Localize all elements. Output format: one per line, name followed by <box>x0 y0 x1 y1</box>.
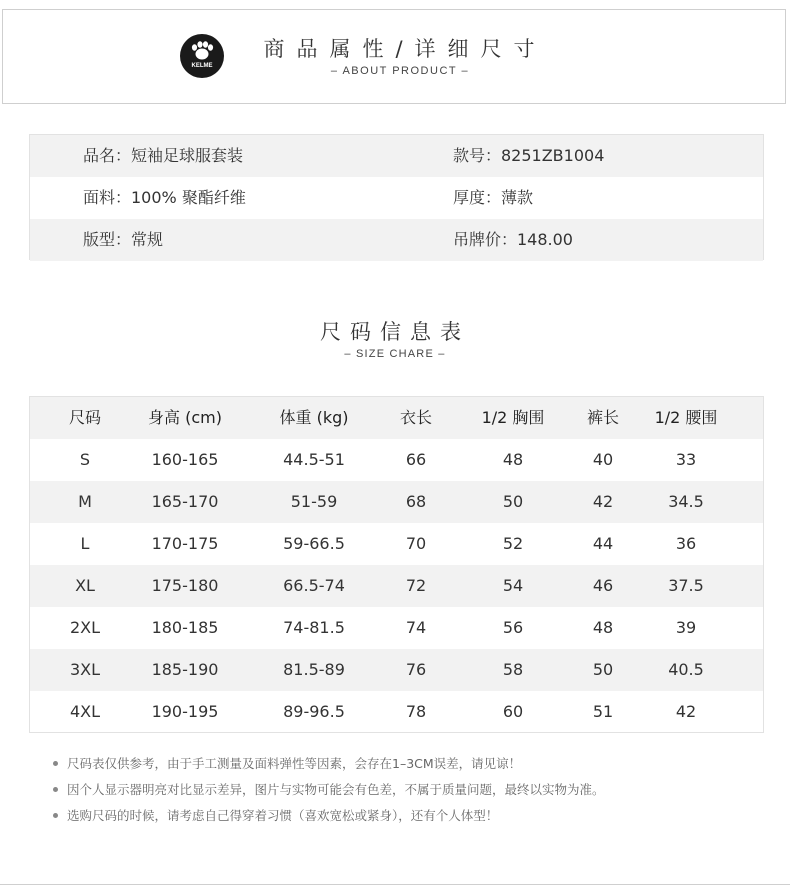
cell-pants-length: 40 <box>592 450 614 469</box>
cell-height: 165-170 <box>151 492 219 511</box>
attributes-table <box>29 134 764 260</box>
cell-weight: 81.5-89 <box>283 660 345 679</box>
table-row <box>30 565 763 607</box>
bullet-icon <box>53 787 58 792</box>
cell-pants-length: 48 <box>592 618 614 637</box>
attribute-row <box>30 219 763 261</box>
cell-half-chest: 56 <box>502 618 524 637</box>
cell-top-length: 78 <box>405 702 427 721</box>
cell-top-length: 72 <box>405 576 427 595</box>
cell-pants-length: 50 <box>592 660 614 679</box>
bottom-divider <box>0 884 790 885</box>
note-text: 尺码表仅供参考，由于手工测量及面料弹性等因素，会存在1–3CM误差，请见谅！ <box>67 756 522 771</box>
cell-weight: 44.5-51 <box>283 450 345 469</box>
cell-half-chest: 54 <box>502 576 524 595</box>
cell-top-length: 68 <box>405 492 427 511</box>
list-item <box>53 754 753 780</box>
header-top-length: 衣长 <box>399 408 433 427</box>
kelme-paw-logo-icon <box>180 34 224 78</box>
cell-size: 2XL <box>69 618 101 637</box>
cell-height: 160-165 <box>151 450 219 469</box>
table-row <box>30 691 763 733</box>
table-row <box>30 607 763 649</box>
table-row <box>30 649 763 691</box>
cell-height: 180-185 <box>151 618 219 637</box>
cell-top-length: 70 <box>405 534 427 553</box>
cell-size: S <box>79 450 91 469</box>
cell-half-chest: 60 <box>502 702 524 721</box>
size-table-header <box>30 397 763 439</box>
cell-half-chest: 48 <box>502 450 524 469</box>
cell-height: 170-175 <box>151 534 219 553</box>
table-row <box>30 523 763 565</box>
attribute-fabric: 面料：100% 聚酯纤维 <box>83 188 246 207</box>
cell-half-waist: 40.5 <box>668 660 704 679</box>
cell-size: 3XL <box>69 660 101 679</box>
cell-size: 4XL <box>69 702 101 721</box>
cell-half-waist: 33 <box>675 450 697 469</box>
cell-size: M <box>78 492 92 511</box>
attribute-style-number: 款号：8251ZB1004 <box>453 146 605 165</box>
list-item <box>53 780 753 806</box>
cell-pants-length: 44 <box>592 534 614 553</box>
notes-list <box>53 754 753 832</box>
cell-half-waist: 39 <box>675 618 697 637</box>
cell-half-waist: 37.5 <box>668 576 704 595</box>
bullet-icon <box>53 813 58 818</box>
header-half-chest: 1/2 胸围 <box>481 408 545 427</box>
attribute-thickness: 厚度：薄款 <box>453 188 534 207</box>
table-row <box>30 439 763 481</box>
cell-pants-length: 46 <box>592 576 614 595</box>
bullet-icon <box>53 761 58 766</box>
cell-half-chest: 50 <box>502 492 524 511</box>
note-text: 选购尺码的时候，请考虑自己得穿着习惯（喜欢宽松或紧身），还有个人体型！ <box>67 808 499 823</box>
attribute-fit: 版型：常规 <box>83 230 164 249</box>
cell-pants-length: 51 <box>592 702 614 721</box>
attribute-row <box>30 135 763 177</box>
cell-pants-length: 42 <box>592 492 614 511</box>
cell-half-waist: 42 <box>675 702 697 721</box>
cell-weight: 89-96.5 <box>283 702 345 721</box>
cell-half-waist: 34.5 <box>668 492 704 511</box>
cell-weight: 66.5-74 <box>283 576 345 595</box>
cell-size: XL <box>75 576 95 595</box>
page-title: 商品属性/详细尺寸 <box>263 37 547 61</box>
svg-text:KELME: KELME <box>191 63 213 69</box>
cell-half-chest: 52 <box>502 534 524 553</box>
header-weight: 体重 (kg) <box>279 408 349 427</box>
cell-weight: 59-66.5 <box>283 534 345 553</box>
cell-height: 175-180 <box>151 576 219 595</box>
cell-height: 190-195 <box>151 702 219 721</box>
page-subtitle: – ABOUT PRODUCT – <box>330 65 470 77</box>
cell-top-length: 66 <box>405 450 427 469</box>
cell-half-waist: 36 <box>675 534 697 553</box>
table-row <box>30 481 763 523</box>
header-half-waist: 1/2 腰围 <box>654 408 718 427</box>
cell-top-length: 76 <box>405 660 427 679</box>
cell-weight: 51-59 <box>290 492 338 511</box>
header-pants-length: 裤长 <box>586 408 620 427</box>
cell-weight: 74-81.5 <box>283 618 345 637</box>
cell-size: L <box>80 534 90 553</box>
cell-top-length: 74 <box>405 618 427 637</box>
size-chart-subtitle: – SIZE CHARE – <box>344 348 446 360</box>
header-size: 尺码 <box>68 408 102 427</box>
header-height: 身高 (cm) <box>148 408 222 427</box>
cell-height: 185-190 <box>151 660 219 679</box>
attribute-tag-price: 吊牌价：148.00 <box>453 230 573 249</box>
note-text: 因个人显示器明亮对比显示差异，图片与实物可能会有色差，不属于质量问题，最终以实物为准。 <box>67 782 605 797</box>
size-table <box>29 396 764 733</box>
attribute-product-name: 品名：短袖足球服套装 <box>83 146 244 165</box>
size-chart-title: 尺码信息表 <box>320 320 470 344</box>
list-item <box>53 806 753 832</box>
cell-half-chest: 58 <box>502 660 524 679</box>
attribute-row <box>30 177 763 219</box>
